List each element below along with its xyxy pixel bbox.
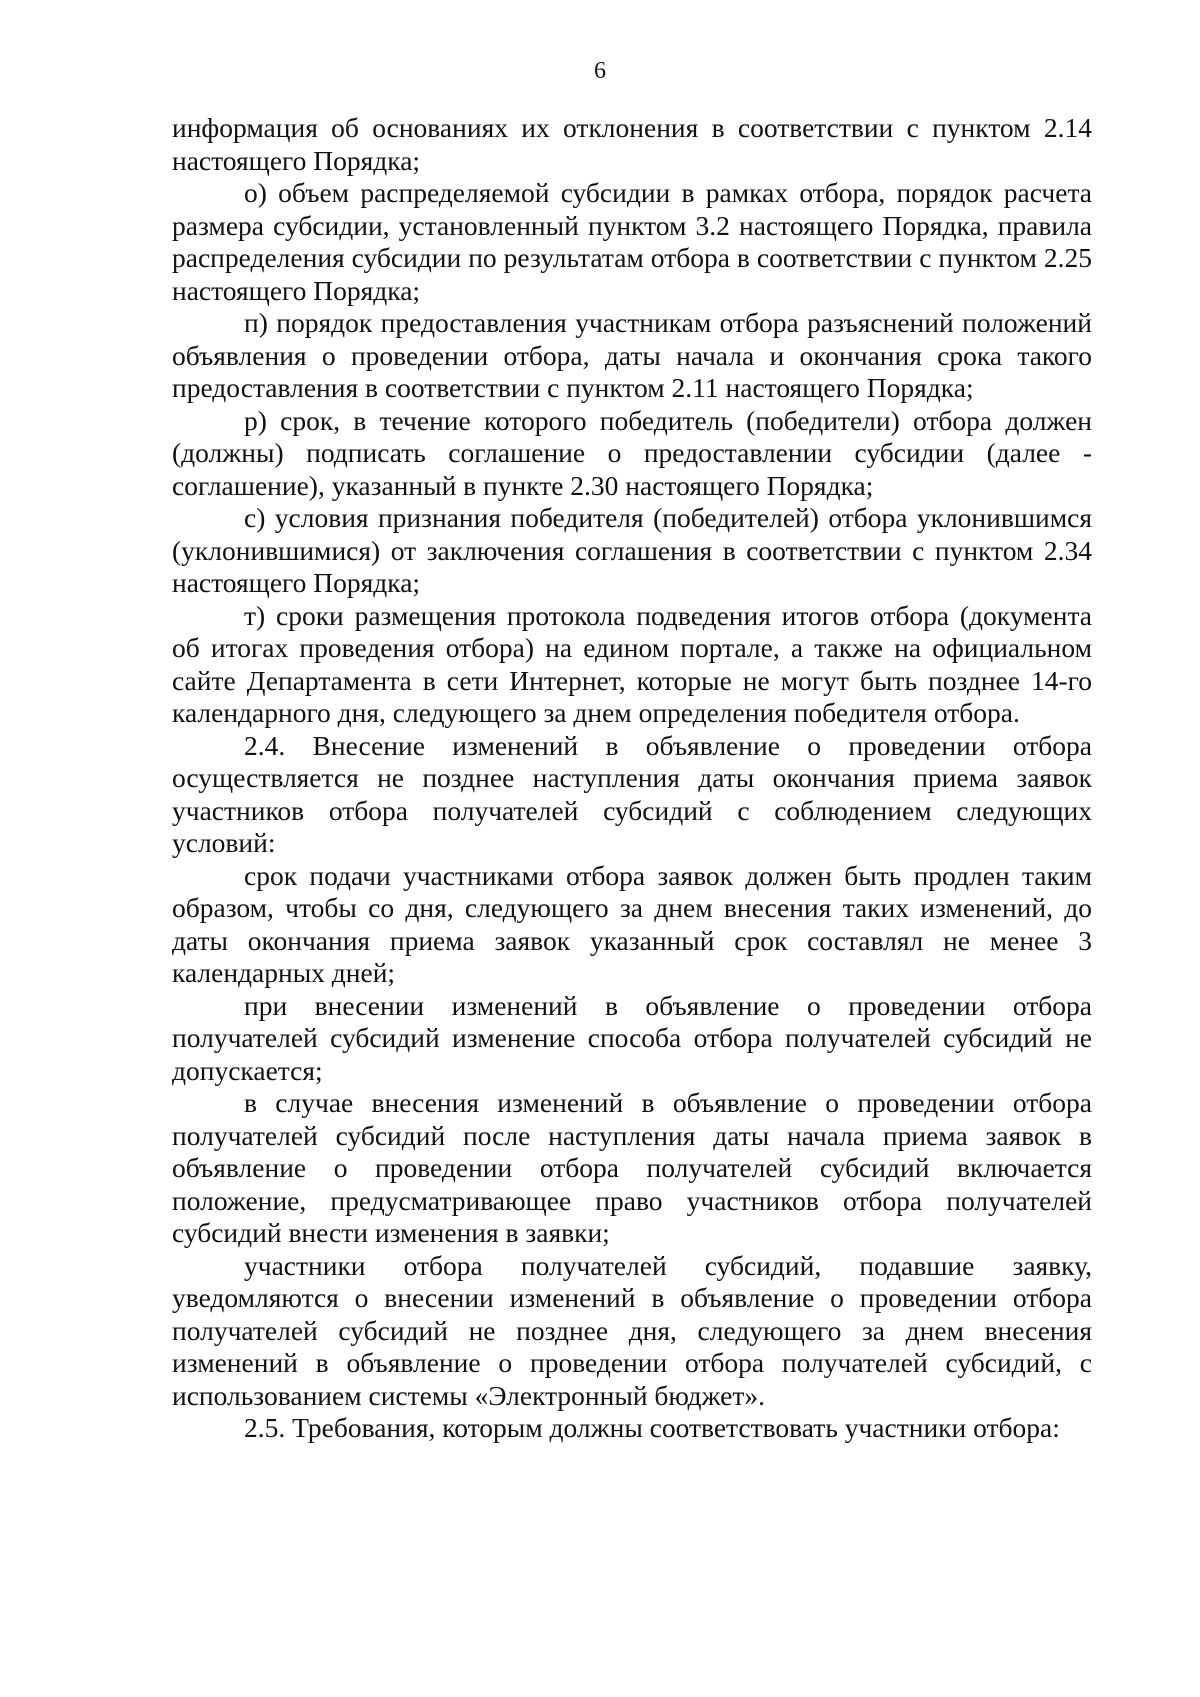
paragraph-item-r: р) срок, в течение которого победитель (победители) отбора должен (должны) подписать соглашение о предоставлении субсидии (далее - соглашение), указанный в пункте 2.30 настоящего Порядка; — [172, 404, 1092, 501]
document-body — [172, 112, 1092, 1445]
paragraph-section-2-4: 2.4. Внесение изменений в объявление о проведении отбора осуществляется не позднее наступления даты окончания приема заявок участников отбора получателей субсидий с соблюдением следующих условий: — [172, 729, 1092, 858]
paragraph-condition-4: участники отбора получателей субсидий, подавшие заявку, уведомляются о внесении изменений в объявление о проведении отбора получателей субсидий не позднее дня, следующего за днем внесения изменений в объявление о проведении отбора получателей субсидий, с использованием системы «Электронный бюджет». — [172, 1249, 1092, 1411]
paragraph-item-p: п) порядок предоставления участникам отбора разъяснений положений объявления о проведении отбора, даты начала и окончания срока такого предоставления в соответствии с пунктом 2.11 настоящего Порядка; — [172, 307, 1092, 403]
paragraph-item-s: с) условия признания победителя (победителей) отбора уклонившимся (уклонившимися) от заключения соглашения в соответствии с пунктом 2.34 настоящего Порядка; — [172, 502, 1092, 598]
paragraph-item-o: о) объем распределяемой субсидии в рамках отбора, порядок расчета размера субсидии, установленный пунктом 3.2 настоящего Порядка, правила распределения субсидии по результатам отбора в соответствии с пунктом 2.25 настоящего Порядка; — [172, 177, 1092, 306]
paragraph-section-2-5: 2.5. Требования, которым должны соответствовать участники отбора: — [244, 1412, 1060, 1443]
paragraph: информация об основаниях их отклонения в соответствии с пунктом 2.14 настоящего Порядка; — [172, 112, 1092, 176]
paragraph-condition-2: при внесении изменений в объявление о проведении отбора получателей субсидий изменение способа отбора получателей субсидий не допускается; — [172, 989, 1092, 1086]
paragraph-condition-1: срок подачи участниками отбора заявок должен быть продлен таким образом, чтобы со дня, следующего за днем внесения таких изменений, до даты окончания приема заявок указанный срок составлял не менее 3 календарных дней; — [172, 859, 1092, 988]
paragraph-condition-3: в случае внесения изменений в объявление о проведении отбора получателей субсидий после наступления даты начала приема заявок в объявление о проведении отбора получателей субсидий включается положение, предусматривающее право участников отбора получателей субсидий внести изменения в заявки; — [172, 1087, 1092, 1248]
page-number: 6 — [594, 58, 606, 84]
paragraph-item-t: т) сроки размещения протокола подведения итогов отбора (документа об итогах проведения отбора) на едином портале, а также на официальном сайте Департамента в сети Интернет, которые не могут быть позднее 14-го календарного дня, следующего за днем определения победителя отбора. — [172, 599, 1092, 728]
